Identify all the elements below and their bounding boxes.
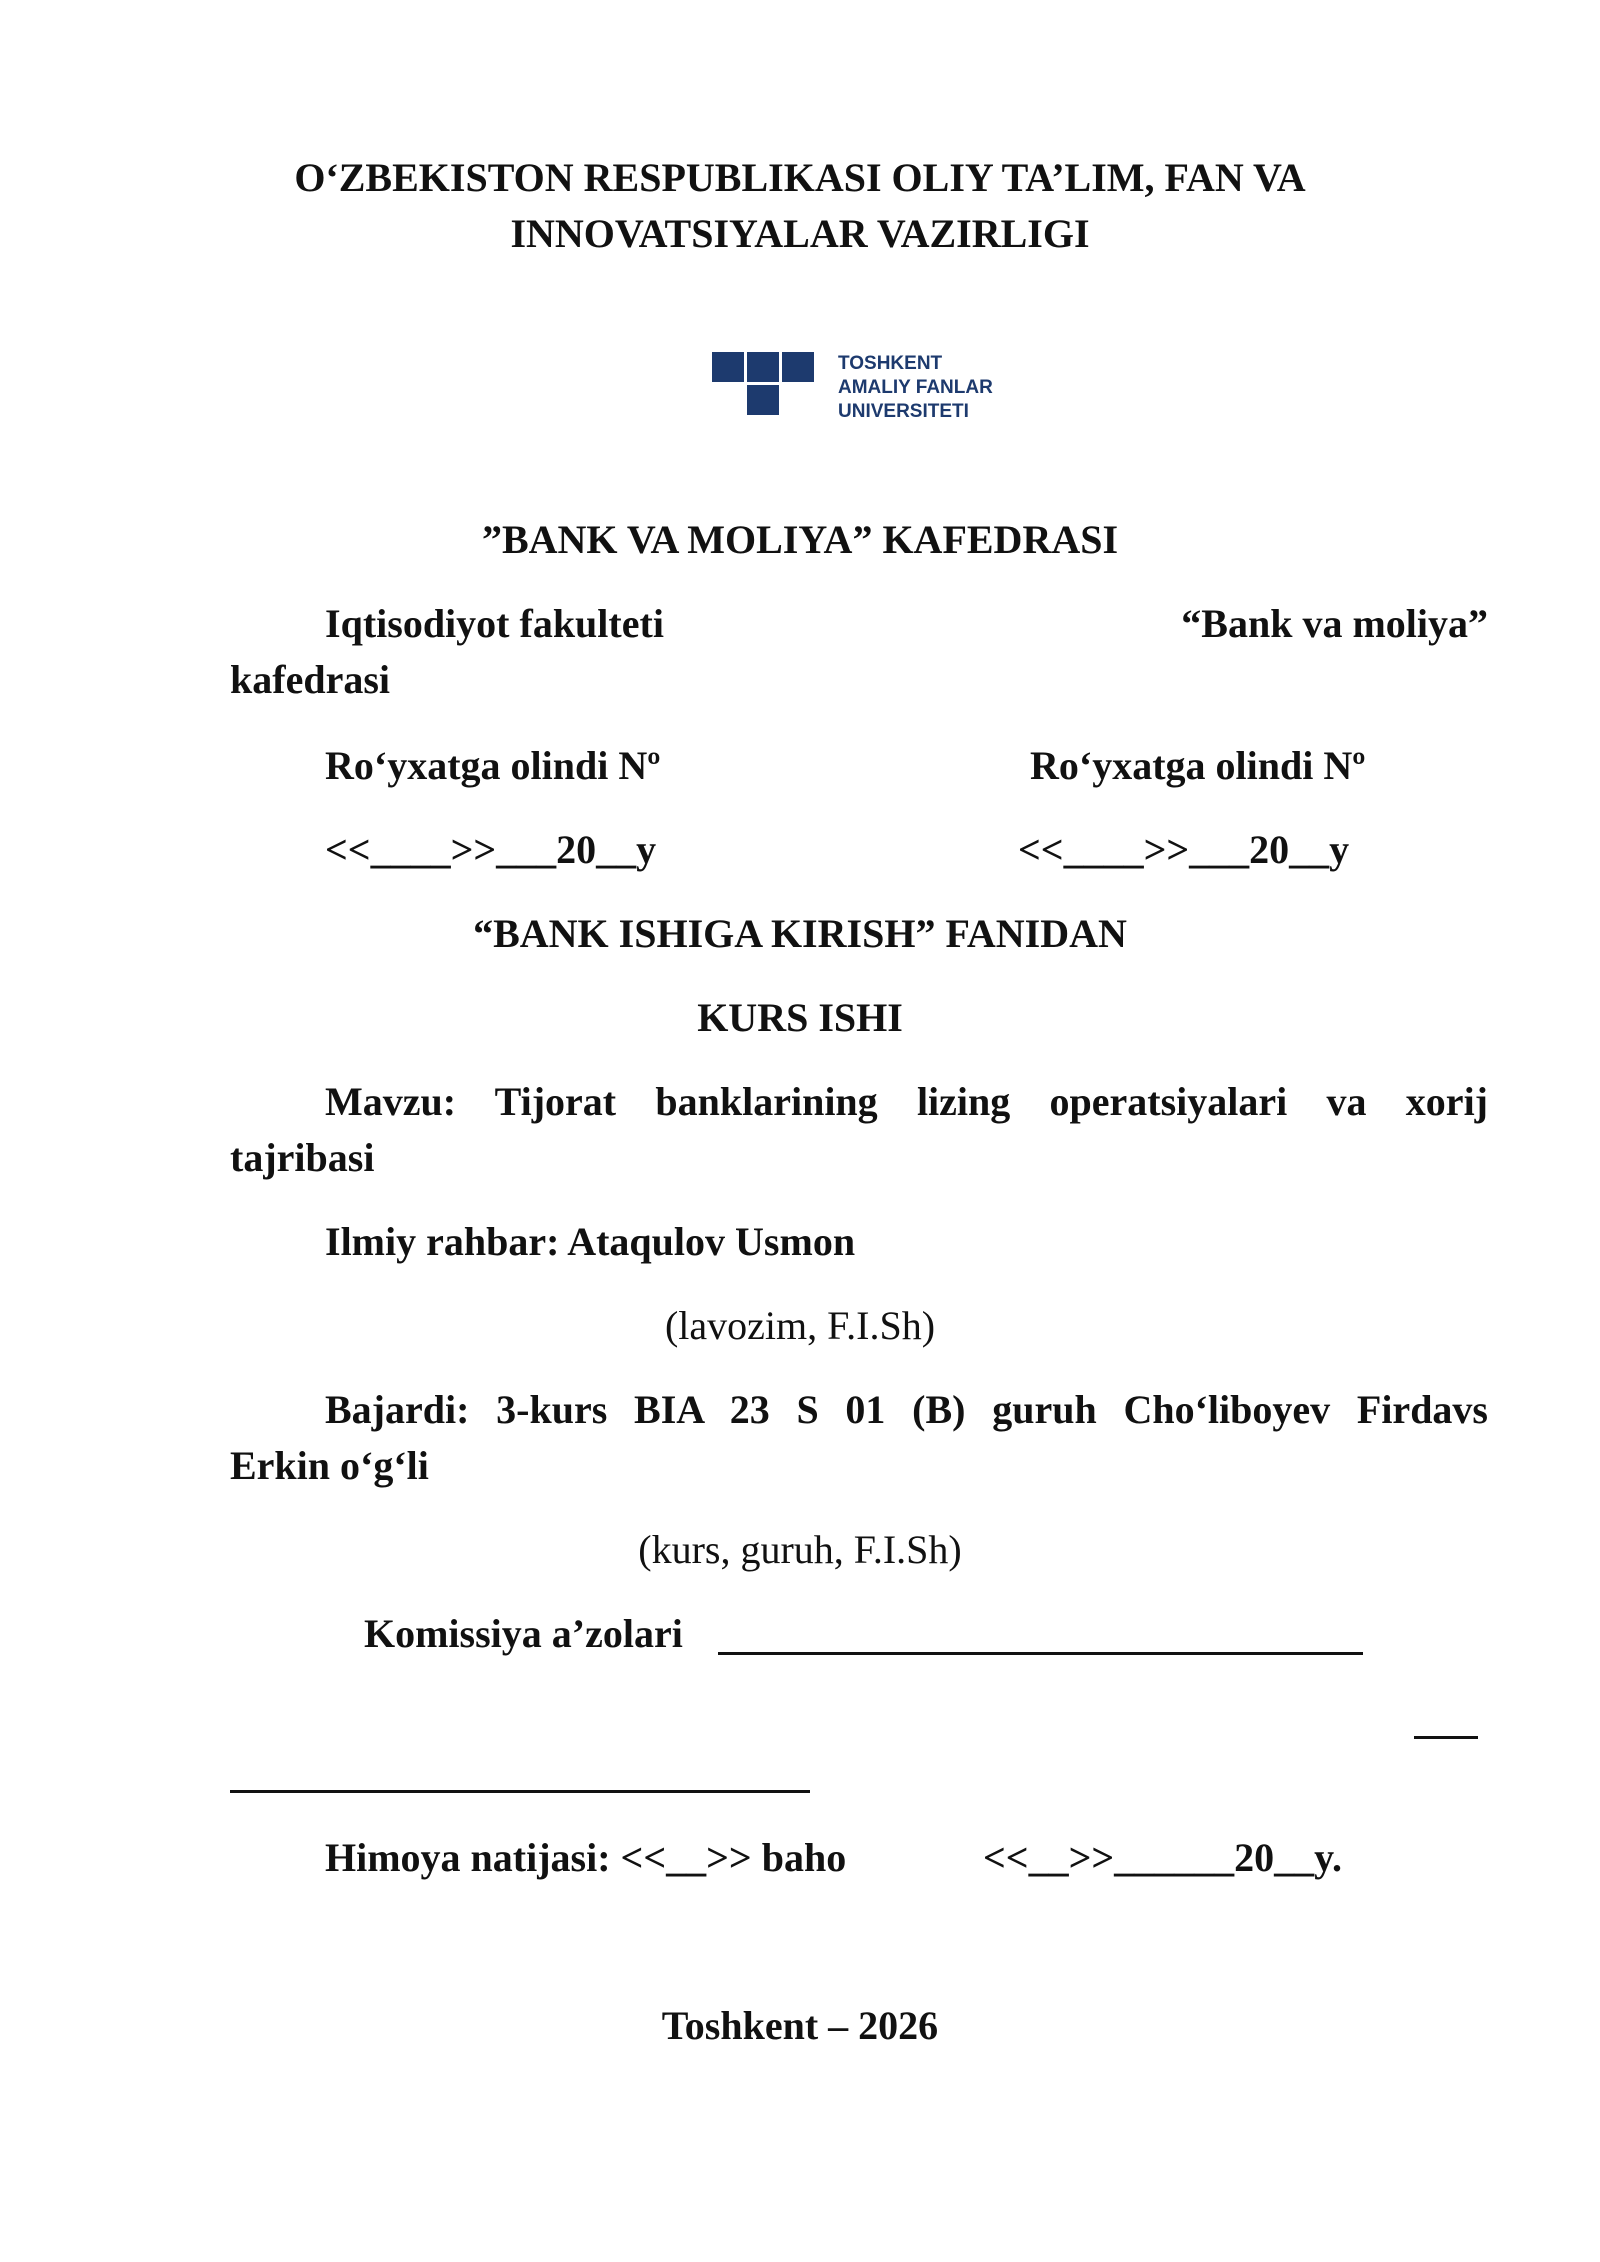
registration-right-date: <<____>>___20__y	[1018, 827, 1350, 872]
subject-title: “BANK ISHIGA KIRISH” FANIDAN	[473, 911, 1127, 956]
supervisor-line: Ilmiy rahbar: Ataqulov Usmon	[325, 1219, 856, 1264]
defense-date: <<__>>______20__y.	[983, 1835, 1342, 1880]
registration-right-label: Ro‘yxatga olindi Nº	[1030, 743, 1366, 788]
logo-text-line2: AMALIY FANLAR	[838, 377, 993, 398]
ministry-title-line2: INNOVATSIYALAR VAZIRLIGI	[510, 211, 1090, 256]
department-name: “Bank va moliya”	[1181, 601, 1488, 646]
faculty-continuation: kafedrasi	[230, 657, 390, 702]
registration-left-date: <<____>>___20__y	[325, 827, 657, 872]
performer-line2: Erkin o‘g‘li	[230, 1443, 429, 1488]
topic-line2: tajribasi	[230, 1135, 375, 1180]
commission-underline	[718, 1652, 1363, 1655]
commission-underline-short	[1414, 1736, 1478, 1739]
city-year-footer: Toshkent – 2026	[661, 2003, 939, 2048]
faculty-row	[325, 596, 1488, 652]
topic-line1: Mavzu: Tijorat banklarining lizing operatsiyalari va xorij	[325, 1079, 1488, 1124]
commission-underline-second	[230, 1790, 810, 1793]
defense-result-label: Himoya natijasi: <<__>> baho	[325, 1835, 847, 1880]
performer-line1: Bajardi: 3-kurs BIA 23 S 01 (B) guruh Cho‘liboyev Firdavs	[325, 1387, 1488, 1432]
logo-text	[838, 352, 993, 424]
registration-left-label: Ro‘yxatga olindi Nº	[325, 743, 661, 788]
commission-label: Komissiya a’zolari	[364, 1611, 683, 1656]
ministry-title-line1: O‘ZBEKISTON RESPUBLIKASI OLIY TA’LIM, FAN VA	[294, 155, 1306, 200]
logo-text-line3: UNIVERSITETI	[838, 401, 969, 422]
performer-hint: (kurs, guruh, F.I.Sh)	[638, 1527, 962, 1572]
logo-text-line1: TOSHKENT	[838, 353, 943, 374]
supervisor-hint: (lavozim, F.I.Sh)	[664, 1303, 936, 1348]
faculty-name: Iqtisodiyot fakulteti	[325, 601, 664, 646]
work-type-title: KURS ISHI	[697, 995, 903, 1040]
department-title: ”BANK VA MOLIYA” KAFEDRASI	[481, 517, 1119, 562]
